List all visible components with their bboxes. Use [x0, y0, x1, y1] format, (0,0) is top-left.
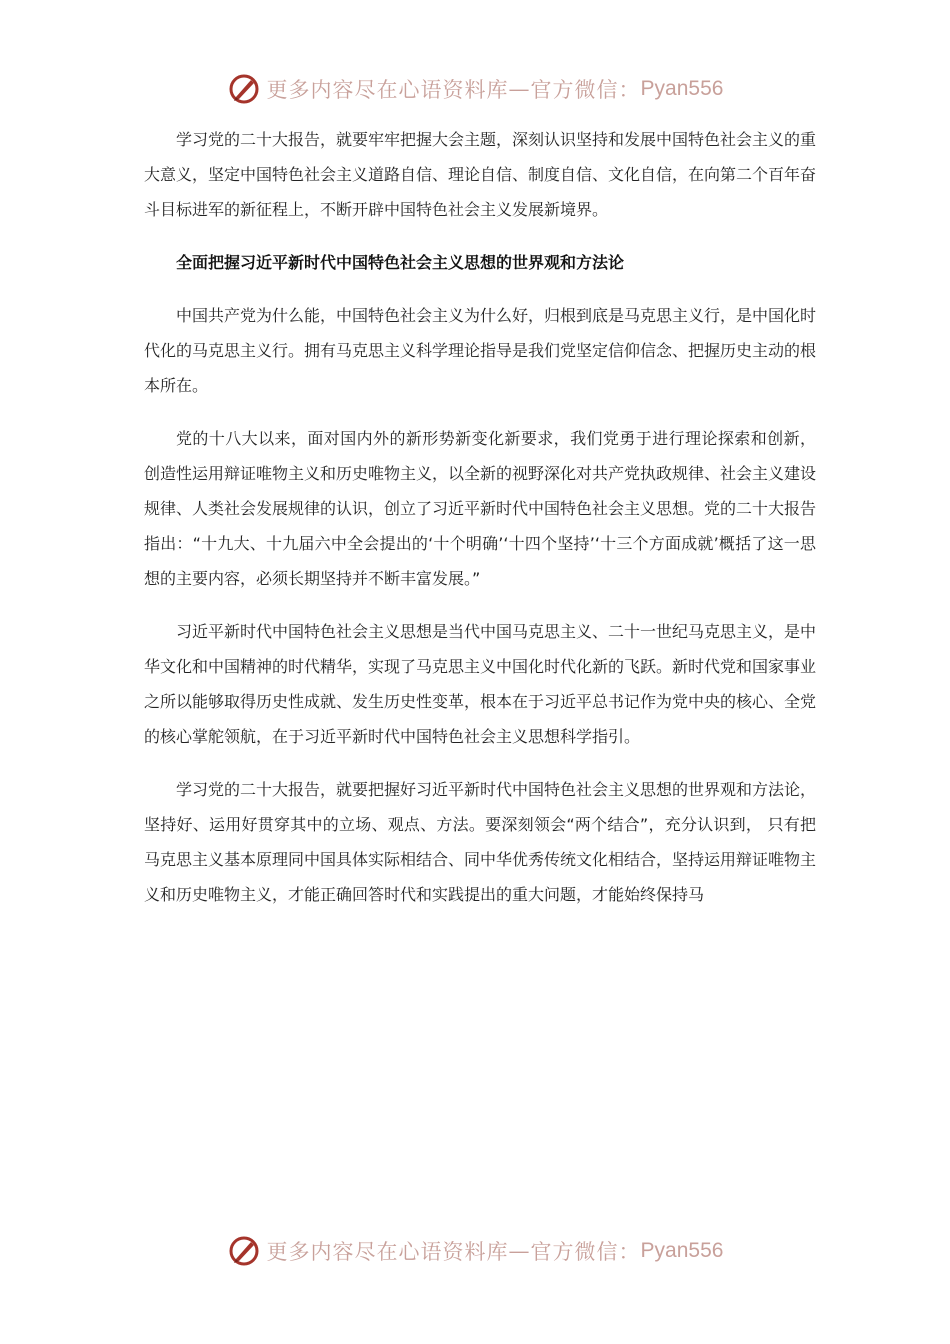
footer-banner — [0, 1234, 950, 1268]
banner-dash: — — [508, 77, 531, 101]
paragraph-5: 学习党的二十大报告，就要把握好习近平新时代中国特色社会主义思想的世界观和方法论，坚持好、运用好贯穿其中的立场、观点、方法。要深刻领会“两个结合”，充分认识到， 只有把马克思主义基本原理同中国具体实际相结合、同中华优秀传统文化相结合，坚持运用辩证唯物主义和历史唯物主义，才能正确回答时代和实践提出的重大问题，才能始终保持马 — [144, 780, 817, 904]
banner-wechat-label: 官方微信： — [530, 78, 641, 102]
pen-logo-icon — [227, 72, 261, 106]
banner-text: 更多内容尽在心语资料库 — [266, 78, 509, 102]
paragraph-2: 中国共产党为什么能，中国特色社会主义为什么好，归根到底是马克思主义行，是中国化时代化的马克思主义行。拥有马克思主义科学理论指导是我们党坚定信仰信念、把握历史主动的根本所在。 — [144, 306, 817, 395]
banner-dash: — — [508, 1239, 531, 1263]
paragraph-4: 习近平新时代中国特色社会主义思想是当代中国马克思主义、二十一世纪马克思主义，是中华文化和中国精神的时代精华，实现了马克思主义中国化时代化新的飞跃。新时代党和国家事业之所以能够取得历史性成就、发生历史性变革，根本在于习近平总书记作为党中央的核心、全党的核心掌舵领航，在于习近平新时代中国特色社会主义思想科学指引。 — [144, 622, 817, 746]
banner-wechat-id: Pyan556 — [640, 1239, 724, 1262]
section-heading: 全面把握习近平新时代中国特色社会主义思想的世界观和方法论 — [176, 253, 625, 272]
banner-wechat-label: 官方微信： — [530, 1240, 641, 1264]
banner-text: 更多内容尽在心语资料库 — [266, 1240, 509, 1264]
pen-logo-icon — [227, 1234, 261, 1268]
document-body — [144, 122, 816, 930]
paragraph-1: 学习党的二十大报告，就要牢牢把握大会主题，深刻认识坚持和发展中国特色社会主义的重大意义，坚定中国特色社会主义道路自信、理论自信、制度自信、文化自信，在向第二个百年奋斗目标进军的新征程上，不断开辟中国特色社会主义发展新境界。 — [144, 130, 817, 219]
header-banner — [0, 72, 950, 106]
banner-wechat-id: Pyan556 — [640, 77, 724, 100]
paragraph-3: 党的十八大以来，面对国内外的新形势新变化新要求，我们党勇于进行理论探索和创新， 创造性运用辩证唯物主义和历史唯物主义，以全新的视野深化对共产党执政规律、社会主义建设规律、人类社会发展规律的认识，创立了习近平新时代中国特色社会主义思想。党的二十大报告指出：“十九大、十九届六中全会提出的‘十个明确’‘十四个坚持’‘十三个方面成就’概括了这一思想的主要内容，必须长期坚持并不断丰富发展。” — [144, 429, 817, 588]
